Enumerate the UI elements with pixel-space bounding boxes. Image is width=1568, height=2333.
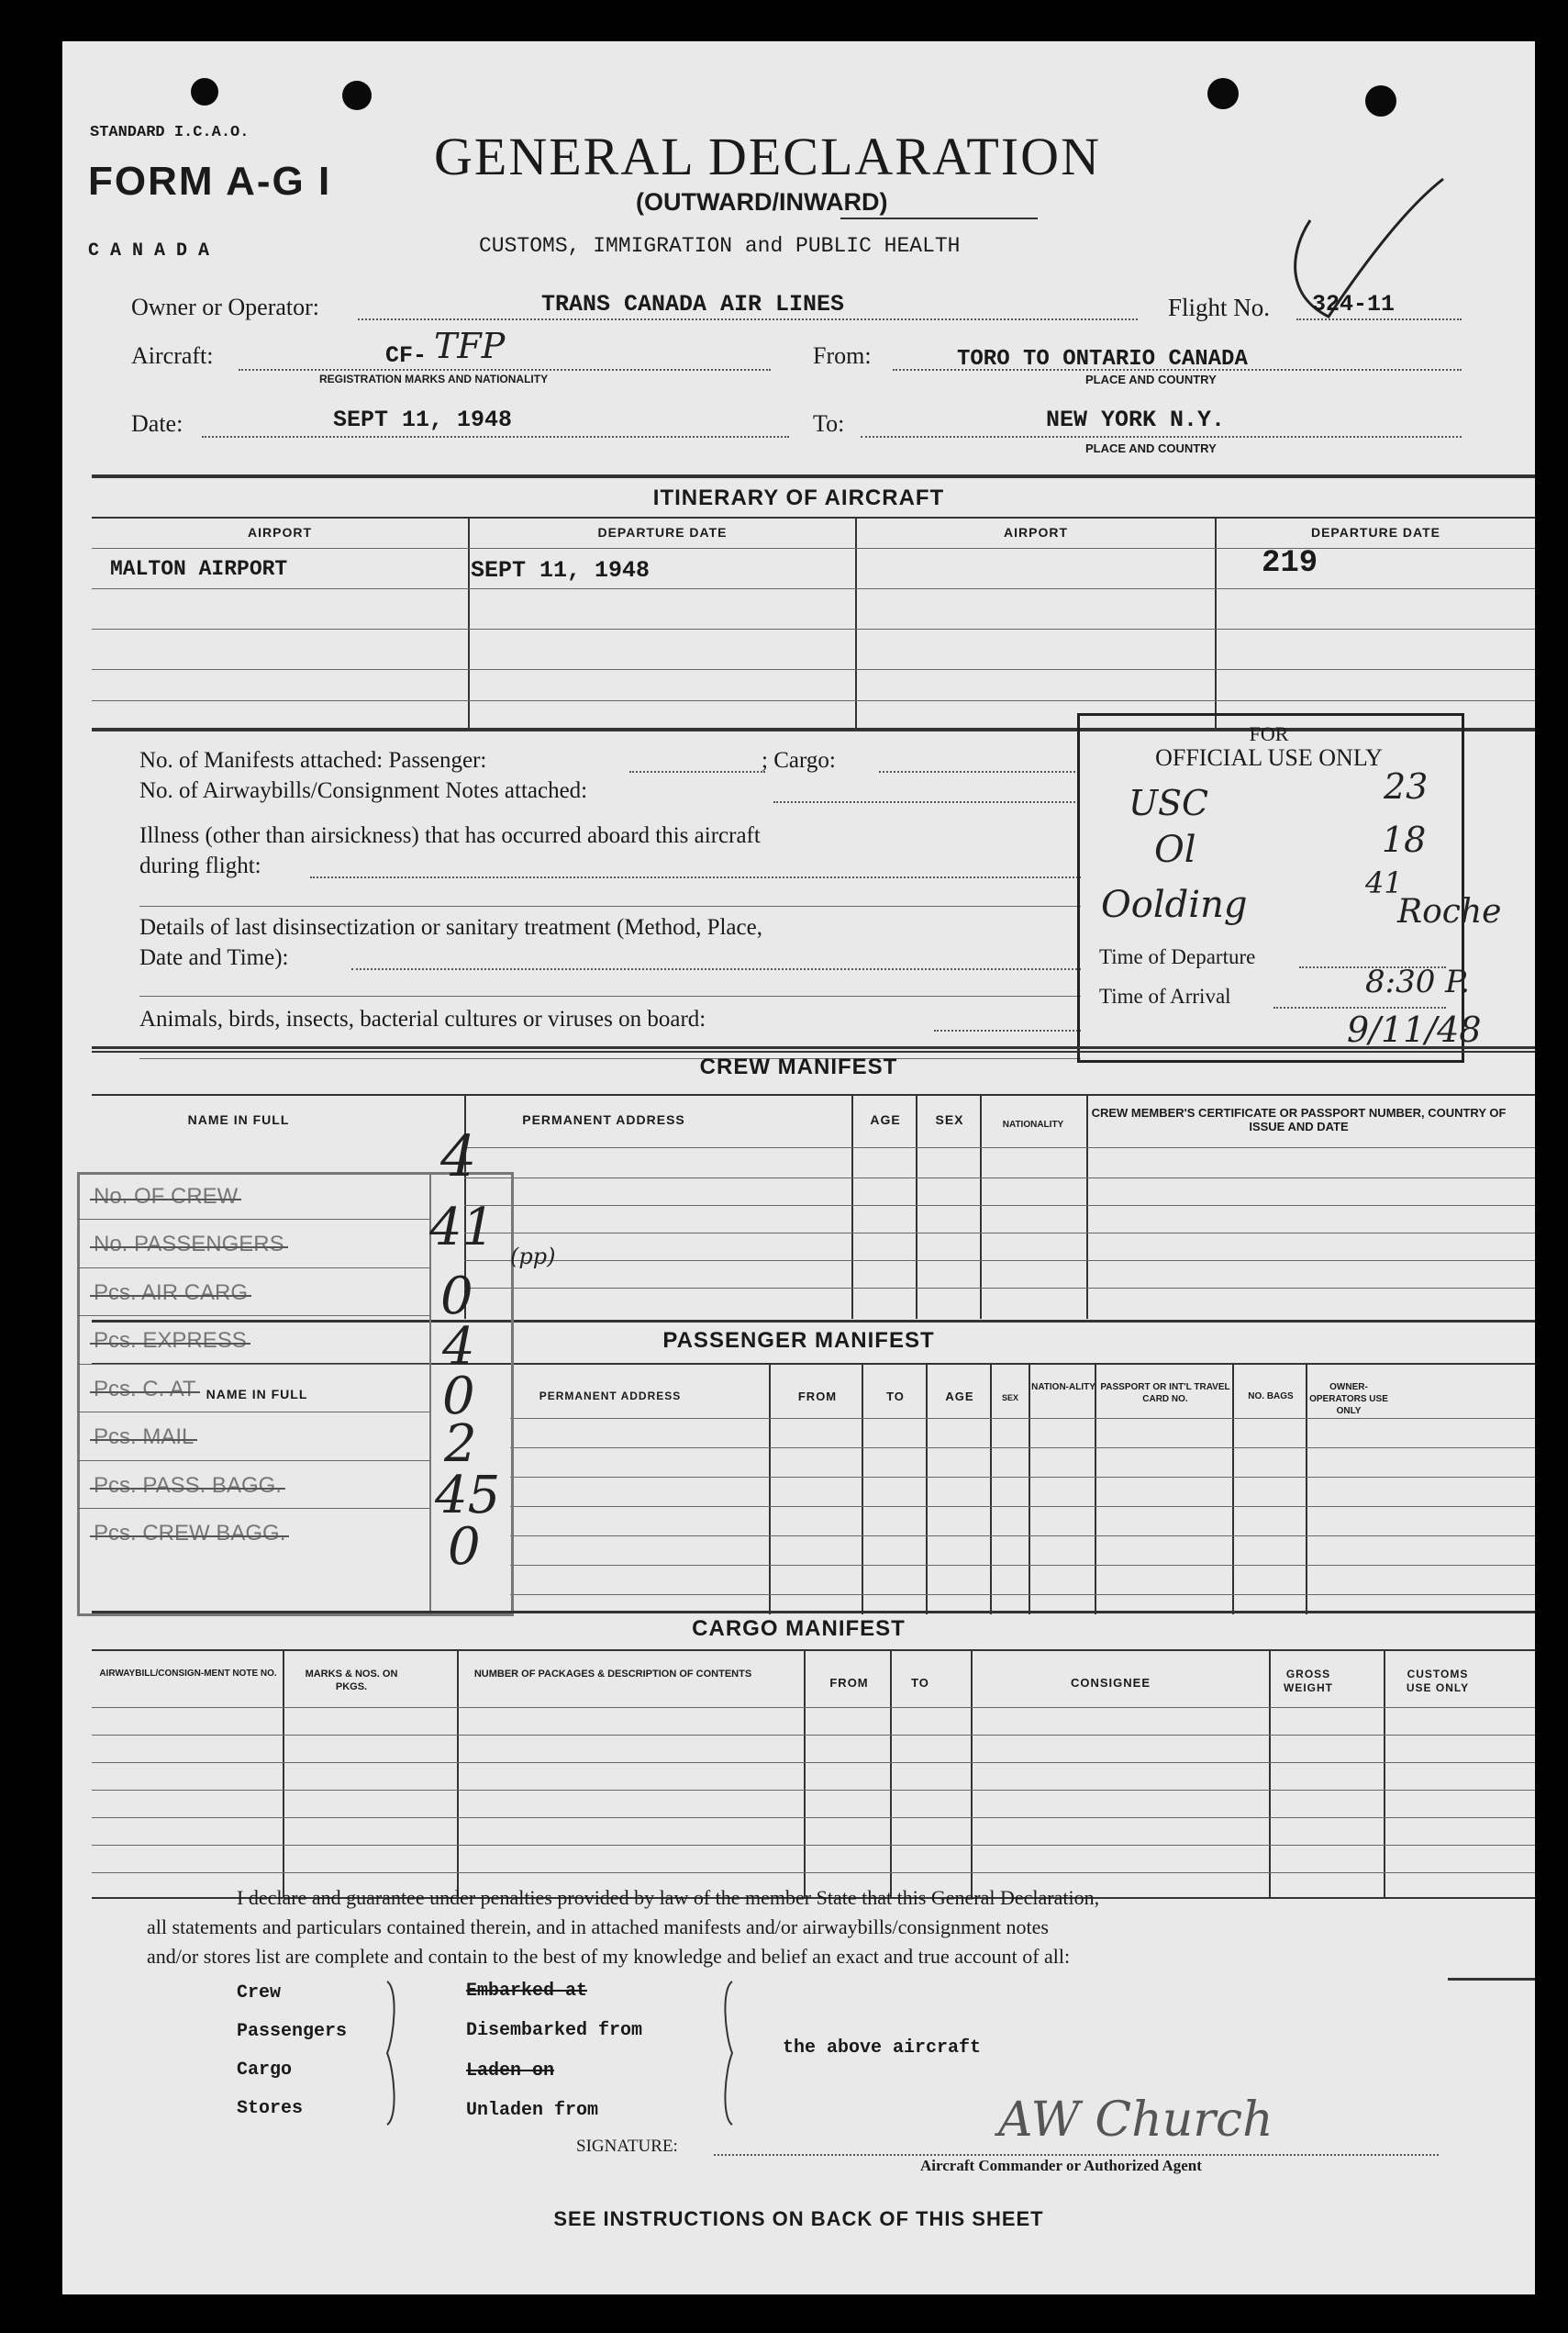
page-subtitle: (OUTWARD/INWARD) — [636, 188, 888, 216]
crew-col-age: AGE — [870, 1112, 901, 1127]
official-title-1: FOR — [1249, 722, 1289, 745]
manifests-dots — [629, 771, 765, 773]
time-departure-label: Time of Departure — [1099, 945, 1256, 968]
crew-header-rule — [92, 1094, 1535, 1096]
stamp-row-line — [77, 1267, 429, 1268]
stamp-row-line — [77, 1508, 429, 1509]
crew-top-rule — [92, 1046, 1535, 1049]
stamp-row-line — [77, 1219, 429, 1220]
cargo-col-consignee: CONSIGNEE — [1070, 1676, 1151, 1690]
animals-label: Animals, birds, insects, bacterial cultures or viruses on board: — [139, 1007, 706, 1032]
cargo-row-line — [92, 1845, 1535, 1846]
from-caption: PLACE AND COUNTRY — [1085, 373, 1217, 386]
passenger-col-sex: SEX — [1001, 1393, 1018, 1402]
date-value: SEPT 11, 1948 — [333, 407, 513, 433]
stamp-row-crew-bagg: Pcs. CREW BAGG. — [94, 1521, 286, 1546]
stamp-row-crew: No. OF CREW — [94, 1184, 239, 1209]
cargo-dots — [879, 771, 1079, 773]
from-label: From: — [813, 342, 872, 369]
cargo-col-line — [971, 1649, 973, 1897]
cargo-header-rule — [92, 1649, 1535, 1651]
cargo-col-line — [1384, 1649, 1385, 1897]
declaration-right-stroke — [1448, 1978, 1535, 1981]
left-brace-icon — [384, 1980, 406, 2126]
illness-label-2: during flight: — [139, 854, 261, 878]
passenger-col-line — [1029, 1363, 1030, 1614]
official-hw-usc-value: 23 — [1384, 766, 1429, 807]
cargo-col-packages: NUMBER OF PACKAGES & DESCRIPTION OF CONTENTS — [473, 1669, 752, 1680]
crew-col-line — [916, 1094, 917, 1319]
passenger-col-passport: PASSPORT OR INT'L TRAVEL CARD NO. — [1100, 1382, 1230, 1404]
official-hw-number: 41 — [1365, 865, 1403, 900]
decl-left-crew: Crew — [237, 1982, 282, 2004]
cargo-row-line — [92, 1817, 1535, 1818]
crew-row-line — [464, 1205, 1535, 1206]
official-hw-usc: USC — [1129, 783, 1209, 823]
from-value: TORO TO ONTARIO CANADA — [957, 347, 1248, 372]
passenger-col-to: TO — [886, 1390, 905, 1403]
cargo-col-line — [804, 1649, 806, 1897]
stamp-value-passengers: 41 — [429, 1198, 495, 1257]
cargo-top-rule — [92, 1611, 1535, 1613]
signature-label: SIGNATURE: — [576, 2137, 678, 2156]
stamp-row-air-cargo: Pcs. AIR CARG — [94, 1280, 249, 1305]
signature-handwritten: AW Church — [998, 2093, 1273, 2148]
passenger-col-line — [926, 1363, 928, 1614]
aircraft-caption: REGISTRATION MARKS AND NATIONALITY — [319, 373, 549, 385]
stamp-value-crew: 4 — [440, 1122, 477, 1189]
punch-hole — [1365, 85, 1396, 117]
official-hw-ol: Ol — [1154, 829, 1196, 871]
illness-dots — [310, 876, 1081, 878]
passenger-col-line — [1095, 1363, 1096, 1614]
cargo-col-to: TO — [911, 1676, 929, 1690]
flight-label: Flight No. — [1168, 294, 1271, 321]
aircraft-dots — [239, 369, 771, 371]
owner-label: Owner or Operator: — [131, 294, 320, 320]
official-hw-date: 9/11/48 — [1347, 1010, 1482, 1050]
manifests-label: No. of Manifests attached: Passenger: — [139, 748, 487, 773]
date-dots — [202, 436, 789, 438]
itinerary-row-line — [92, 669, 1535, 670]
date-label: Date: — [131, 410, 183, 437]
itinerary-number-value: 219 — [1262, 546, 1318, 581]
itinerary-header-rule — [92, 517, 1535, 519]
passenger-title: PASSENGER MANIFEST — [662, 1328, 935, 1353]
airwaybills-label: No. of Airwaybills/Consignment Notes attached: — [139, 778, 588, 803]
cargo-col-line — [890, 1649, 892, 1897]
stamp-value-crew-bagg: 0 — [448, 1517, 481, 1577]
itinerary-date-value: SEPT 11, 1948 — [471, 557, 651, 584]
crew-col-name: NAME IN FULL — [187, 1112, 290, 1127]
punch-hole — [191, 78, 218, 106]
itinerary-row-line — [92, 548, 1535, 549]
passenger-row-line — [510, 1477, 1535, 1478]
country-label: C A N A D A — [88, 240, 210, 262]
illness-label-1: Illness (other than airsickness) that has occurred aboard this aircraft — [139, 823, 761, 848]
itinerary-col-date-2: DEPARTURE DATE — [1310, 525, 1441, 540]
stamp-row-express: Pcs. EXPRESS — [94, 1328, 247, 1353]
passenger-col-nationality: NATION-ALITY — [1031, 1382, 1095, 1392]
animals-dots — [934, 1030, 1081, 1032]
stamp-value-pass-bagg: 45 — [435, 1466, 501, 1525]
footer-instructions: SEE INSTRUCTIONS ON BACK OF THIS SHEET — [553, 2207, 1044, 2230]
details-line — [139, 996, 1081, 997]
decl-right-laden: Laden on — [466, 2060, 555, 2082]
stamp-value-mail: 2 — [444, 1414, 477, 1474]
form-label: FORM A-G I — [88, 159, 332, 204]
cargo-col-weight: GROSS WEIGHT — [1284, 1668, 1333, 1694]
owner-dots — [358, 318, 1138, 320]
crew-title: CREW MANIFEST — [699, 1055, 898, 1079]
decl-left-stores: Stores — [237, 2098, 304, 2119]
passenger-row-line — [510, 1418, 1535, 1419]
cargo-col-airwaybill: AIRWAYBILL/CONSIGN-MENT NOTE NO. — [99, 1669, 277, 1679]
passenger-row-line — [510, 1594, 1535, 1595]
cargo-col-from: FROM — [829, 1676, 869, 1690]
punch-hole — [1207, 78, 1239, 109]
decl-left-passengers: Passengers — [237, 2021, 348, 2042]
stamp-row-cat: Pcs. C. AT — [94, 1377, 196, 1401]
crew-row-line — [464, 1288, 1535, 1289]
itinerary-row-line — [92, 629, 1535, 630]
itinerary-col-airport-1: AIRPORT — [248, 525, 312, 540]
cargo-row-line — [92, 1735, 1535, 1736]
stamp-row-line — [77, 1315, 429, 1316]
to-dots — [861, 436, 1462, 438]
passenger-row-line — [510, 1565, 1535, 1566]
decl-left-cargo: Cargo — [237, 2060, 293, 2081]
to-label: To: — [813, 410, 845, 437]
decl-right-embarked: Embarked at — [466, 1981, 588, 2002]
crew-col-line — [1086, 1094, 1088, 1319]
stamp-note: (pp) — [510, 1244, 556, 1269]
official-hw-ol-value: 18 — [1382, 820, 1427, 860]
stamp-value-air-cargo: 0 — [440, 1267, 473, 1326]
decl-above-aircraft: the above aircraft — [783, 2037, 982, 2059]
cargo-title: CARGO MANIFEST — [692, 1616, 906, 1641]
decl-right-unladen: Unladen from — [466, 2100, 599, 2121]
itinerary-airport-value: MALTON AIRPORT — [110, 557, 288, 581]
stamp-row-line — [77, 1460, 429, 1461]
stamp-value-cat: 0 — [442, 1367, 475, 1426]
passenger-col-name: NAME IN FULL — [206, 1387, 308, 1401]
cargo-row-line — [92, 1762, 1535, 1763]
decl-right-disembarked: Disembarked from — [466, 2020, 643, 2041]
aircraft-value: CF- — [385, 342, 428, 369]
crew-row-line — [464, 1147, 1535, 1148]
itinerary-row-line — [92, 588, 1535, 589]
cargo-row-line — [92, 1790, 1535, 1791]
official-title-2: OFFICIAL USE ONLY — [1155, 744, 1383, 771]
passenger-col-owner: OWNER-OPERATORS USE ONLY — [1309, 1382, 1388, 1416]
official-hw-arrival: 8:30 P. — [1365, 964, 1470, 1000]
cargo-col-customs: CUSTOMS USE ONLY — [1406, 1668, 1470, 1694]
crew-col-line — [980, 1094, 982, 1319]
passenger-col-line — [1306, 1363, 1307, 1614]
itinerary-col-date-1: DEPARTURE DATE — [597, 525, 728, 540]
cargo-col-marks: MARKS & NOS. ON PKGS. — [305, 1669, 398, 1692]
passenger-col-age: AGE — [945, 1390, 974, 1403]
crew-col-nationality: NATIONALITY — [1002, 1120, 1064, 1130]
passenger-col-line — [1232, 1363, 1234, 1614]
passenger-col-from: FROM — [797, 1390, 838, 1403]
punch-hole — [342, 81, 372, 110]
to-caption: PLACE AND COUNTRY — [1085, 441, 1217, 455]
passenger-row-line — [510, 1535, 1535, 1536]
cargo-col-line — [283, 1649, 284, 1897]
owner-value: TRANS CANADA AIR LINES — [541, 291, 845, 318]
passenger-row-line — [510, 1506, 1535, 1507]
cargo-row-line — [92, 1707, 1535, 1708]
to-value: NEW YORK N.Y. — [1046, 407, 1226, 433]
cargo-col-line — [457, 1649, 459, 1897]
passenger-col-address: PERMANENT ADDRESS — [539, 1390, 682, 1402]
official-hw-name: Roche — [1397, 893, 1502, 931]
commander-label: Aircraft Commander or Authorized Agent — [920, 2157, 1202, 2174]
stamp-row-line — [77, 1364, 429, 1365]
declaration-line-2: all statements and particulars contained therein, and in attached manifests and/or airwaybills/consignment notes — [147, 1915, 1049, 1938]
details-label-2: Date and Time): — [139, 945, 289, 970]
standard-label: STANDARD I.C.A.O. — [90, 124, 250, 141]
airwaybills-dots — [773, 801, 1079, 803]
stamp-row-passengers: No. PASSENGERS — [94, 1232, 284, 1256]
time-arrival-label: Time of Arrival — [1099, 985, 1231, 1008]
crew-col-sex: SEX — [935, 1112, 964, 1127]
right-brace-icon — [714, 1980, 736, 2126]
cargo-row-line — [92, 1872, 1535, 1873]
aircraft-label: Aircraft: — [131, 342, 214, 369]
passenger-col-line — [990, 1363, 992, 1614]
stamp-row-mail: Pcs. MAIL — [94, 1424, 195, 1449]
passenger-col-line — [769, 1363, 771, 1614]
cargo-col-line — [1269, 1649, 1271, 1897]
flight-dots — [1296, 318, 1462, 320]
passenger-row-line — [510, 1447, 1535, 1448]
details-label-1: Details of last disinsectization or sanitary treatment (Method, Place, — [139, 915, 762, 940]
page-subtitle-2: CUSTOMS, IMMIGRATION and PUBLIC HEALTH — [479, 234, 961, 258]
crew-col-certificate: CREW MEMBER'S CERTIFICATE OR PASSPORT NUMBER, COUNTRY OF ISSUE AND DATE — [1091, 1106, 1507, 1133]
stamp-row-pass-bagg: Pcs. PASS. BAGG. — [94, 1473, 282, 1498]
declaration-sheet — [62, 41, 1535, 2294]
illness-line — [139, 906, 1081, 907]
cargo-label: ; Cargo: — [762, 748, 836, 773]
crew-col-address: PERMANENT ADDRESS — [522, 1112, 685, 1127]
passenger-col-line — [862, 1363, 863, 1614]
stamp-value-express: 4 — [442, 1317, 475, 1377]
aircraft-handwritten: TFP — [434, 326, 506, 366]
flight-value: 324-11 — [1312, 291, 1396, 318]
details-dots — [351, 968, 1081, 970]
itinerary-row-line — [92, 700, 1535, 701]
signature-dots — [714, 2154, 1439, 2156]
passenger-col-bags: NO. BAGS — [1248, 1391, 1294, 1401]
declaration-line-3: and/or stores list are complete and contain to the best of my knowledge and belief an exact and true account of all: — [147, 1945, 1071, 1968]
itinerary-top-rule — [92, 474, 1535, 478]
crew-col-line — [851, 1094, 853, 1319]
page-title: GENERAL DECLARATION — [434, 127, 1101, 186]
itinerary-col-airport-2: AIRPORT — [1004, 525, 1068, 540]
crew-top-rule-2 — [92, 1051, 1535, 1053]
arrival-dots — [1273, 1007, 1446, 1009]
official-hw-signature: Oolding — [1101, 884, 1248, 926]
inward-underline — [840, 218, 1038, 219]
check-mark-icon — [1273, 138, 1448, 358]
itinerary-title: ITINERARY OF AIRCRAFT — [652, 486, 945, 510]
declaration-line-1: I declare and guarantee under penalties provided by law of the member State that this General Declaration, — [237, 1886, 1100, 1909]
crew-row-line — [464, 1260, 1535, 1261]
